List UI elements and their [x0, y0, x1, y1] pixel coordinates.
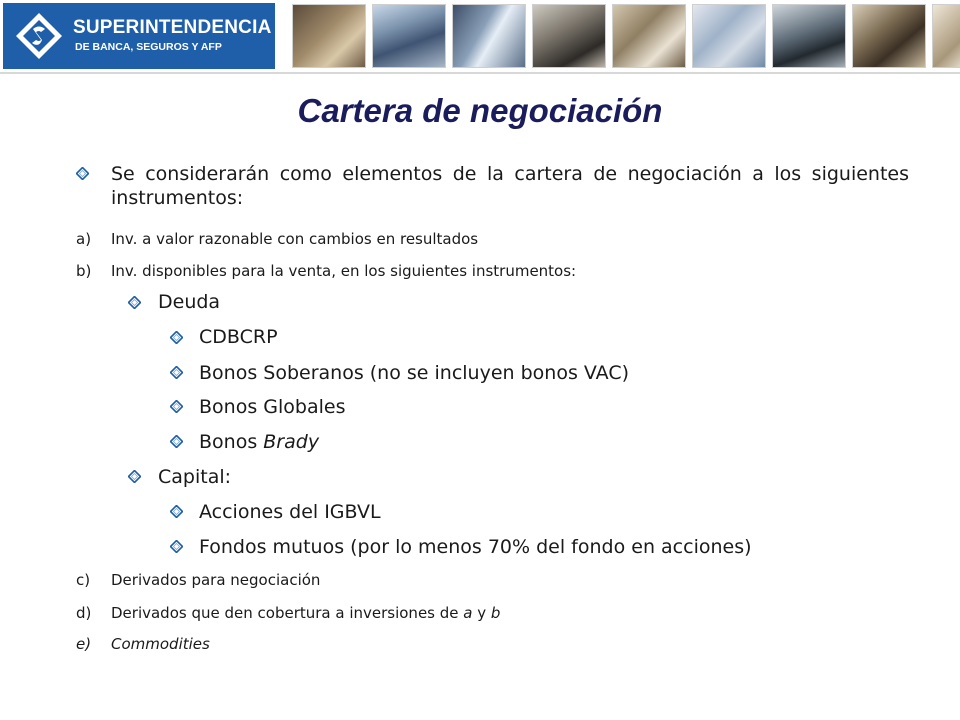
- item-d-letter: d): [76, 604, 92, 622]
- item-d-ref-b: b: [490, 604, 501, 622]
- photo-credit-cards: [292, 4, 366, 68]
- photo-building-facade: [452, 4, 526, 68]
- capital-item-fondos-mutuos: Fondos mutuos (por lo menos 70% del fondo en acciones): [199, 536, 752, 558]
- deuda-item-bonos-brady: [199, 431, 319, 453]
- logo-subtitle: DE BANCA, SEGUROS Y AFP: [75, 41, 222, 53]
- diamond-bullet-icon: [128, 470, 141, 483]
- photo-documents: [692, 4, 766, 68]
- diamond-bullet-icon: [170, 400, 183, 413]
- header-banner: [0, 0, 960, 74]
- item-d-text-main: Derivados que den cobertura a inversiones de: [111, 604, 464, 622]
- photo-business-meeting: [852, 4, 926, 68]
- deuda-label: Deuda: [158, 291, 221, 313]
- item-e-letter: e): [76, 635, 92, 653]
- item-b-text: Inv. disponibles para la venta, en los siguientes instrumentos:: [111, 262, 577, 280]
- photo-keyboard-enter: [532, 4, 606, 68]
- item-c-letter: c): [76, 571, 91, 589]
- diamond-bullet-icon: [76, 167, 89, 180]
- logo-title: SUPERINTENDENCIA: [73, 17, 272, 38]
- sbs-logo: [3, 3, 275, 69]
- sbs-logo-mark-icon: [13, 10, 65, 62]
- photo-hands-money: [612, 4, 686, 68]
- diamond-bullet-icon: [128, 296, 141, 309]
- diamond-bullet-icon: [170, 505, 183, 518]
- photo-building: [372, 4, 446, 68]
- bonos-brady-name: Brady: [263, 431, 320, 453]
- deuda-item-cdbcrp: CDBCRP: [199, 326, 278, 348]
- item-c-text: Derivados para negociación: [111, 571, 321, 589]
- item-a-text: Inv. a valor razonable con cambios en resultados: [111, 230, 479, 248]
- item-d-text: [111, 604, 500, 622]
- diamond-bullet-icon: [170, 540, 183, 553]
- bonos-brady-prefix: Bonos: [199, 431, 264, 453]
- item-e-text: Commodities: [111, 635, 210, 653]
- deuda-item-bonos-soberanos: Bonos Soberanos (no se incluyen bonos VAC): [199, 362, 630, 384]
- deuda-item-bonos-globales: Bonos Globales: [199, 396, 346, 418]
- slide-title: Cartera de negociación: [297, 92, 663, 129]
- capital-item-acciones: Acciones del IGBVL: [199, 501, 381, 523]
- intro-paragraph: Se considerarán como elementos de la cartera de negociación a los siguientes instrumentos:: [111, 163, 909, 209]
- item-d-ref-a: a: [463, 604, 473, 622]
- item-b-letter: b): [76, 262, 92, 280]
- diamond-bullet-icon: [170, 331, 183, 344]
- photo-card-terminal: [772, 4, 846, 68]
- item-d-joiner: y: [472, 604, 491, 622]
- diamond-bullet-icon: [170, 366, 183, 379]
- capital-label: Capital:: [158, 466, 232, 488]
- item-a-letter: a): [76, 230, 92, 248]
- diamond-bullet-icon: [170, 435, 183, 448]
- photo-signing: [932, 4, 960, 68]
